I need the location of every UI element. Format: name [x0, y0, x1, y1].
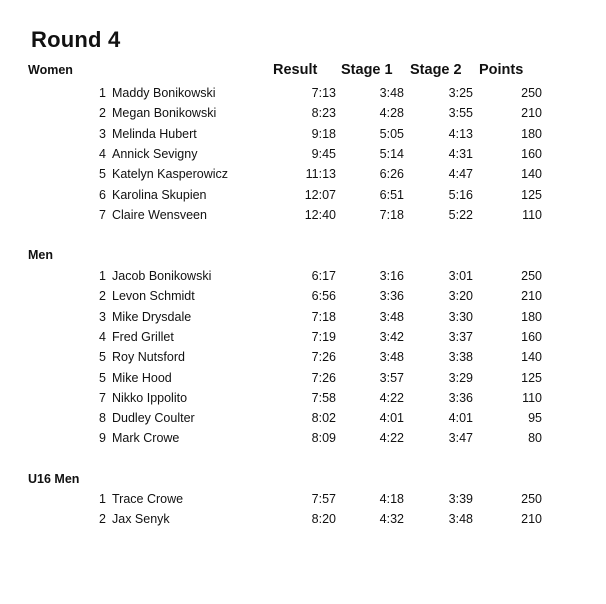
- cell-name: Mark Crowe: [112, 431, 180, 446]
- table-row: [0, 428, 606, 448]
- cell-rank: 2: [99, 289, 106, 304]
- cell-points: 140: [521, 350, 542, 365]
- cell-points: 110: [522, 207, 542, 222]
- cell-stage2: 5:16: [448, 187, 473, 202]
- section-heading: Men: [28, 248, 53, 262]
- table-row: [0, 205, 606, 225]
- cell-rank: 3: [99, 126, 106, 141]
- cell-points: 125: [521, 370, 542, 385]
- cell-name: Melinda Hubert: [112, 126, 197, 141]
- table-row: [0, 509, 606, 529]
- section-heading: Women: [28, 63, 73, 77]
- cell-name: Trace Crowe: [112, 492, 184, 506]
- cell-rank: 1: [99, 492, 106, 506]
- table-row: [0, 124, 606, 144]
- table-row: [0, 307, 606, 327]
- cell-result: 11:13: [305, 167, 336, 182]
- cell-result: 6:56: [311, 289, 336, 304]
- cell-name: Jacob Bonikowski: [112, 269, 212, 283]
- cell-stage2: 5:22: [448, 207, 473, 222]
- cell-stage1: 6:26: [379, 167, 404, 182]
- cell-points: 210: [521, 512, 542, 527]
- cell-points: 210: [521, 106, 542, 121]
- cell-stage2: 3:55: [448, 106, 473, 121]
- cell-rank: 5: [99, 350, 106, 365]
- cell-name: Karolina Skupien: [112, 187, 207, 202]
- cell-points: 210: [521, 289, 542, 304]
- cell-name: Annick Sevigny: [112, 146, 198, 161]
- cell-result: 12:40: [304, 207, 336, 222]
- cell-stage2: 3:47: [448, 431, 473, 446]
- cell-stage2: 3:25: [448, 86, 473, 100]
- cell-result: 7:18: [311, 309, 336, 324]
- page-title: Round 4: [31, 27, 121, 52]
- cell-stage1: 4:01: [379, 411, 404, 426]
- cell-name: Claire Wensveen: [112, 207, 207, 222]
- cell-name: Fred Grillet: [112, 329, 174, 344]
- table-row: [0, 164, 606, 184]
- section-heading: U16 Men: [28, 472, 80, 486]
- header-stage1: Stage 1: [341, 62, 393, 78]
- cell-stage1: 6:51: [379, 187, 404, 202]
- header-result: Result: [273, 62, 318, 78]
- header-stage2: Stage 2: [410, 62, 462, 78]
- cell-stage2: 3:38: [448, 350, 473, 365]
- cell-result: 9:45: [311, 146, 336, 161]
- cell-stage2: 3:48: [448, 512, 473, 527]
- cell-rank: 1: [99, 86, 106, 100]
- table-row: [0, 185, 606, 205]
- cell-result: 7:19: [311, 329, 336, 344]
- cell-name: Mike Hood: [112, 370, 172, 385]
- cell-rank: 6: [99, 187, 106, 202]
- cell-result: 7:57: [311, 492, 336, 506]
- cell-points: 125: [521, 187, 542, 202]
- cell-points: 80: [528, 431, 542, 446]
- table-row: [0, 144, 606, 164]
- cell-points: 140: [521, 167, 542, 182]
- cell-points: 250: [521, 492, 542, 506]
- cell-points: 160: [521, 329, 542, 344]
- table-row: [0, 368, 606, 388]
- cell-name: Megan Bonikowski: [112, 106, 217, 121]
- cell-rank: 3: [99, 309, 106, 324]
- cell-rank: 7: [99, 390, 106, 405]
- cell-stage1: 7:18: [379, 207, 404, 222]
- cell-name: Nikko Ippolito: [112, 390, 188, 405]
- cell-result: 8:02: [311, 411, 336, 426]
- cell-stage1: 5:05: [379, 126, 404, 141]
- table-row: [0, 266, 606, 286]
- cell-result: 9:18: [311, 126, 336, 141]
- cell-stage1: 4:18: [379, 492, 404, 506]
- cell-stage1: 3:48: [379, 309, 404, 324]
- cell-points: 250: [521, 86, 542, 100]
- cell-stage2: 4:01: [448, 411, 473, 426]
- cell-points: 180: [521, 309, 542, 324]
- cell-stage1: 4:28: [379, 106, 404, 121]
- table-row: [0, 327, 606, 347]
- cell-name: Levon Schmidt: [112, 289, 195, 304]
- table-row: [0, 83, 606, 103]
- cell-name: Katelyn Kasperowicz: [112, 167, 229, 182]
- table-row: [0, 388, 606, 408]
- cell-stage1: 3:36: [379, 289, 404, 304]
- header-points: Points: [479, 62, 524, 78]
- cell-stage1: 3:16: [379, 269, 404, 283]
- cell-stage2: 3:29: [448, 370, 473, 385]
- cell-name: Maddy Bonikowski: [112, 86, 216, 100]
- cell-stage2: 3:36: [448, 390, 473, 405]
- cell-result: 8:20: [311, 512, 336, 527]
- cell-stage2: 3:20: [448, 289, 473, 304]
- cell-points: 180: [521, 126, 542, 141]
- cell-points: 95: [528, 411, 542, 426]
- cell-rank: 5: [99, 370, 106, 385]
- cell-stage2: 4:47: [448, 167, 473, 182]
- cell-points: 160: [521, 146, 542, 161]
- cell-stage2: 3:37: [448, 329, 473, 344]
- cell-stage2: 3:39: [448, 492, 473, 506]
- cell-result: 7:13: [311, 86, 336, 100]
- cell-result: 8:09: [311, 431, 336, 446]
- cell-rank: 5: [99, 167, 106, 182]
- cell-result: 6:17: [311, 269, 336, 283]
- cell-result: 7:26: [311, 370, 336, 385]
- cell-stage2: 4:13: [448, 126, 473, 141]
- cell-rank: 1: [99, 269, 106, 283]
- cell-stage1: 4:22: [379, 390, 404, 405]
- table-row: [0, 347, 606, 367]
- cell-name: Jax Senyk: [112, 512, 170, 527]
- cell-stage1: 5:14: [379, 146, 404, 161]
- cell-name: Roy Nutsford: [112, 350, 185, 365]
- cell-stage2: 3:30: [448, 309, 473, 324]
- cell-result: 8:23: [311, 106, 336, 121]
- cell-result: 7:58: [311, 390, 336, 405]
- cell-result: 12:07: [304, 187, 336, 202]
- cell-stage1: 3:48: [379, 350, 404, 365]
- cell-rank: 4: [99, 329, 106, 344]
- cell-name: Mike Drysdale: [112, 309, 192, 324]
- cell-name: Dudley Coulter: [112, 411, 195, 426]
- cell-stage1: 3:42: [379, 329, 404, 344]
- cell-rank: 2: [99, 512, 106, 527]
- cell-stage2: 3:01: [448, 269, 473, 283]
- table-row: [0, 103, 606, 123]
- table-row: [0, 489, 606, 509]
- cell-rank: 8: [99, 411, 106, 426]
- cell-points: 110: [522, 390, 542, 405]
- cell-stage2: 4:31: [448, 146, 473, 161]
- cell-stage1: 4:22: [379, 431, 404, 446]
- table-row: [0, 408, 606, 428]
- cell-rank: 7: [99, 207, 106, 222]
- cell-rank: 4: [99, 146, 106, 161]
- cell-points: 250: [521, 269, 542, 283]
- cell-stage1: 3:57: [379, 370, 404, 385]
- cell-result: 7:26: [311, 350, 336, 365]
- cell-stage1: 3:48: [379, 86, 404, 100]
- cell-rank: 9: [99, 431, 106, 446]
- cell-rank: 2: [99, 106, 106, 121]
- cell-stage1: 4:32: [379, 512, 404, 527]
- table-row: [0, 286, 606, 306]
